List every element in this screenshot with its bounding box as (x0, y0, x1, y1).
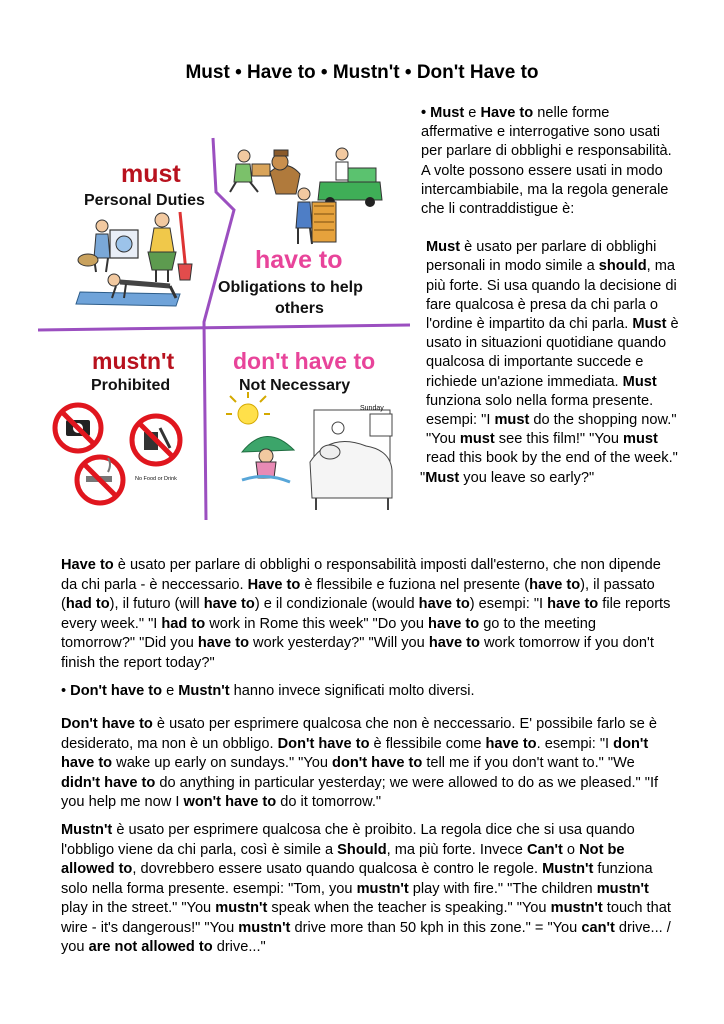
contrast-paragraph (61, 682, 671, 702)
text-segment: tell me if you don't want to." "We (422, 755, 635, 771)
must-sub-label: Personal Duties (84, 192, 205, 209)
bold-term: must (494, 412, 530, 429)
text-segment: work in Rome this week" "Do you (205, 615, 429, 632)
bold-term: have to (418, 596, 470, 612)
bold-term: have to (197, 635, 249, 651)
text-segment: • (61, 683, 71, 699)
dont-have-to-label: don't have to (233, 348, 376, 374)
text-segment: ) e il condizionale (would (254, 596, 419, 612)
bold-term: Don't have to (61, 716, 153, 732)
bold-term: • Must (421, 105, 465, 121)
mustnt-label: mustn't (92, 348, 175, 374)
bold-term: Must (622, 373, 657, 390)
bold-term: have to (485, 735, 537, 752)
bold-term: Don't have to (70, 683, 163, 699)
text-segment: speak when the teacher is speaking." "You (267, 900, 551, 916)
bold-term: mustn't (550, 900, 603, 916)
calendar-caption: Sunday (360, 405, 384, 412)
have-to-label: have to (255, 246, 343, 274)
relaxing-beach-illustration (226, 392, 294, 482)
bold-term: Have to (480, 105, 534, 121)
dog-illustration (270, 150, 300, 194)
carrying-box-illustration (230, 150, 270, 192)
text-segment: e (162, 683, 179, 699)
bold-term: Have to (247, 576, 301, 593)
bold-term: Mustn't (61, 822, 113, 838)
text-segment: play with fire." "The children (408, 880, 597, 897)
text-segment: hanno invece significati molto diversi. (229, 683, 475, 699)
text-segment: è usato per esprimere qualcosa che è proibito. La regola dice che si usa quando l'obbligo viene da chi parla, così è simile a (61, 822, 635, 858)
text-segment: è usato per esprimere qualcosa che non è neccessario. E' possibile farlo se è desiderato, ma non è un obbligo. (61, 716, 657, 752)
text-segment: drive..." (212, 939, 266, 955)
bold-term: had to (161, 615, 206, 632)
bold-term: Can't (526, 841, 563, 858)
text-segment: play in the street." "You (61, 900, 216, 916)
mustnt-sub-label: Prohibited (91, 377, 171, 394)
right-paragraph-1: • Must e Have to nelle forme affermative e interrogative sono usati per parlare di obblighi e responsabilità. A volte possono essere usati in modo intercambiabile, ma la regola generale che li contraddistigue è: (421, 105, 672, 218)
modal-verbs-diagram (30, 132, 415, 522)
must-label: must (121, 160, 181, 188)
bold-term: must (623, 431, 658, 448)
bold-term: Have to (61, 557, 114, 573)
bold-term: should (598, 258, 647, 275)
bold-term: Don't have to (277, 735, 370, 752)
text-segment: funziona solo nella forma presente. esempi: "Tom, you (61, 861, 653, 897)
text-segment: do it tomorrow." (276, 794, 382, 810)
text-segment: touch that wire - it's dangerous!" "You (61, 900, 671, 936)
sleeping-in-bed-illustration (310, 405, 392, 510)
text-segment: ) esempi: "I (469, 596, 548, 612)
no-food-drink-sign (132, 416, 180, 482)
text-segment: o (562, 841, 580, 858)
text-segment: è usato per parlare di obblighi o responsabilità imposti dall'esterno, che non dipende da chi parla - è neccessario. (61, 557, 661, 593)
have-to-sub-label-2: others (275, 300, 324, 317)
no-camera-sign (55, 405, 101, 451)
text-segment: , dovrebbero essere usato quando qualcosa è contro le regole. (132, 861, 543, 877)
have-to-paragraph (61, 556, 671, 673)
bold-term: Not be allowed to (61, 841, 625, 877)
bold-term: had to (65, 596, 110, 612)
bold-term: mustn't (215, 900, 268, 916)
bold-term: Must (426, 239, 461, 256)
right-paragraph-3: "Must you leave so early?" (420, 469, 595, 486)
text-segment: do anything in particular yesterday; we were allowed to do as we pleased." "If you help me now I (61, 774, 659, 810)
bold-term: Should (337, 841, 387, 858)
no-smoking-sign (77, 457, 123, 503)
text-segment: file reports every week." "I (61, 596, 671, 632)
bold-term: have to (428, 635, 480, 651)
pushup-illustration (76, 274, 180, 306)
bold-term: mustn't (238, 919, 291, 936)
sign-caption: No Food or Drink (135, 476, 177, 482)
mustnt-paragraph (61, 821, 671, 958)
bold-term: are not allowed to (88, 939, 213, 955)
bold-term: have to (203, 596, 255, 612)
bold-term: can't (581, 919, 615, 936)
text-segment: work tomorrow if you don't finish the report today?" (61, 635, 654, 671)
bold-term: Mustn't (542, 861, 594, 877)
text-segment: , ma più forte. Invece (386, 841, 527, 858)
bold-term: don't have to (61, 735, 649, 771)
car-wash-illustration (318, 148, 382, 207)
bold-term: Must (632, 316, 667, 333)
dont-have-to-sub-label: Not Necessary (239, 377, 351, 394)
text-segment: drive... / you (61, 919, 671, 955)
horizontal-divider (38, 325, 410, 330)
text-segment: drive more than 50 kph in this zone." = "You (290, 919, 582, 936)
have-to-sub-label-1: Obligations to help (218, 279, 363, 296)
dont-have-to-paragraph (61, 715, 671, 813)
bold-term: must (459, 431, 495, 448)
text-segment: wake up early on sundays." "You (112, 755, 333, 771)
text-segment: ), il futuro (will (109, 596, 204, 612)
bold-term: have to (547, 596, 599, 612)
bold-term: Mustn't (178, 683, 230, 699)
text-segment: go to the meeting tomorrow?" "Did you (61, 615, 596, 651)
text-segment: ), il passato ( (61, 576, 655, 612)
bold-term: mustn't (356, 880, 409, 897)
page-title: Must • Have to • Mustn't • Don't Have to (185, 62, 539, 83)
bold-term: Must (425, 469, 460, 486)
bold-term: have to (428, 615, 480, 632)
text-segment: è flessibile come (369, 735, 486, 752)
bold-term: have to (529, 576, 581, 593)
text-segment: . esempi: "I (536, 735, 614, 752)
cleaning-woman-illustration (148, 212, 192, 282)
right-column-text (421, 104, 683, 488)
bold-term: don't have to (332, 755, 423, 771)
bold-term: didn't have to (61, 774, 156, 791)
laundry-illustration (78, 220, 138, 272)
bold-term: mustn't (596, 880, 649, 897)
right-paragraph-2: Must è usato per parlare di obblighi personali in modo simile a should, ma più forte. Si usa quando la decisione di fare qualcosa è presa da chi parla o l'ordine è impartito da chi parla. Must è usato in situazioni quotidiane quando qualcosa di importante succede e richiede un'azione immediata. Must funziona solo nella forma presente. esempi: "I must do the shopping now." "You must see this film!" "You must read this book by the end of the week." (426, 239, 679, 467)
text-segment: è flessibile e fuziona nel presente ( (300, 576, 530, 593)
text-segment: work yesterday?" "Will you (248, 635, 429, 651)
bold-term: won't have to (183, 794, 277, 810)
